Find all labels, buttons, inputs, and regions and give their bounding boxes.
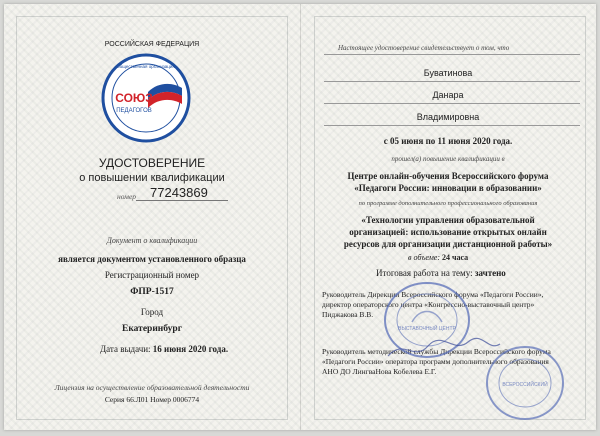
final-value: зачтено	[474, 268, 506, 278]
course-dates: с 05 июня по 11 июня 2020 года.	[383, 136, 513, 146]
patronymic-underline	[324, 125, 580, 126]
sig2-line-2: «Педагоги России» оператора программ дополнительного образования	[322, 357, 549, 366]
signature-scribble	[384, 334, 504, 364]
stamp-2-text: ВСЕРОССИЙСКИЙ	[502, 382, 548, 388]
hours-label: в объеме:	[408, 253, 441, 262]
sig1-line-3: Пиджакова В.В.	[322, 310, 374, 319]
number-value: 77243869	[150, 185, 208, 200]
hours-value: 24 часа	[442, 253, 469, 262]
doc-type: является документом установленного образца	[58, 254, 246, 264]
first-name: Данара	[432, 90, 464, 100]
reg-label: Регистрационный номер	[104, 270, 200, 280]
sig1-line-2: директор операторского центра «Конгрессно-выставочный центр»	[322, 300, 535, 309]
issue-label-text: Дата выдачи:	[100, 344, 151, 354]
license-series: Серия 66.Л01 Номер 0006774	[104, 395, 200, 404]
sig2-line-1: Руководитель методической службы Дирекции Всероссийского форума	[322, 347, 551, 356]
logo-ring-text: общественная организация	[117, 64, 175, 69]
final-label: Итоговая работа на тему:	[376, 268, 473, 278]
passed-caption: прошел(а) повышение квалификации в	[391, 155, 505, 163]
sig1-line-1: Руководитель Дирекции Всероссийского форума «Педагоги России»,	[322, 290, 544, 299]
center-line-1: Центре онлайн-обучения Всероссийского форума	[347, 171, 549, 181]
issue-date-label	[100, 344, 228, 354]
stamp-1-text: ВЫСТАВОЧНЫЙ ЦЕНТР	[398, 326, 456, 332]
logo-center-text: СОЮЗ	[115, 91, 153, 105]
program-line-2: организацией: использование открытых онлайн	[349, 227, 547, 237]
reg-value: ФПР-1517	[130, 287, 174, 297]
program-line-1: «Технологии управления образовательной	[361, 215, 535, 225]
program-line-3: ресурсов для организации дистанционной работы»	[343, 239, 553, 249]
issue-date-value: 16 июня 2020 года.	[152, 344, 229, 354]
center-line-2: «Педагоги России: инновации в образовании»	[354, 183, 542, 193]
certificate-subtitle: о повышении квалификации	[79, 172, 225, 184]
surname: Буватинова	[423, 68, 473, 78]
city-value: Екатеринбург	[121, 324, 183, 334]
number-underline	[136, 200, 228, 201]
logo-bottom-text: ПЕДАГОГОВ	[116, 108, 152, 114]
program-caption: по программе дополнительного профессионального образования	[358, 200, 538, 207]
final-work-row	[376, 268, 506, 278]
sig2-line-3: АНО ДО ЛингваНова Кобелева Е.Г.	[322, 367, 437, 376]
doc-caption: Документ о квалификации	[106, 236, 198, 245]
hours-row	[408, 253, 468, 262]
union-logo	[100, 52, 192, 144]
surname-underline	[324, 81, 580, 82]
certificate-sheet	[4, 4, 596, 430]
intro-underline	[324, 54, 580, 55]
intro-text: Настоящее удостоверение свидетельствует о том, что	[338, 44, 510, 52]
city-label: Город	[140, 307, 164, 317]
name-underline	[324, 103, 580, 104]
patronymic: Владимировна	[416, 112, 480, 122]
certificate-title: УДОСТОВЕРЕНИЕ	[98, 156, 206, 170]
license-label: Лицензия на осуществление образовательной деятельности	[54, 383, 250, 392]
number-label: номер	[117, 192, 137, 201]
country-label: РОССИЙСКАЯ ФЕДЕРАЦИЯ	[104, 41, 200, 48]
